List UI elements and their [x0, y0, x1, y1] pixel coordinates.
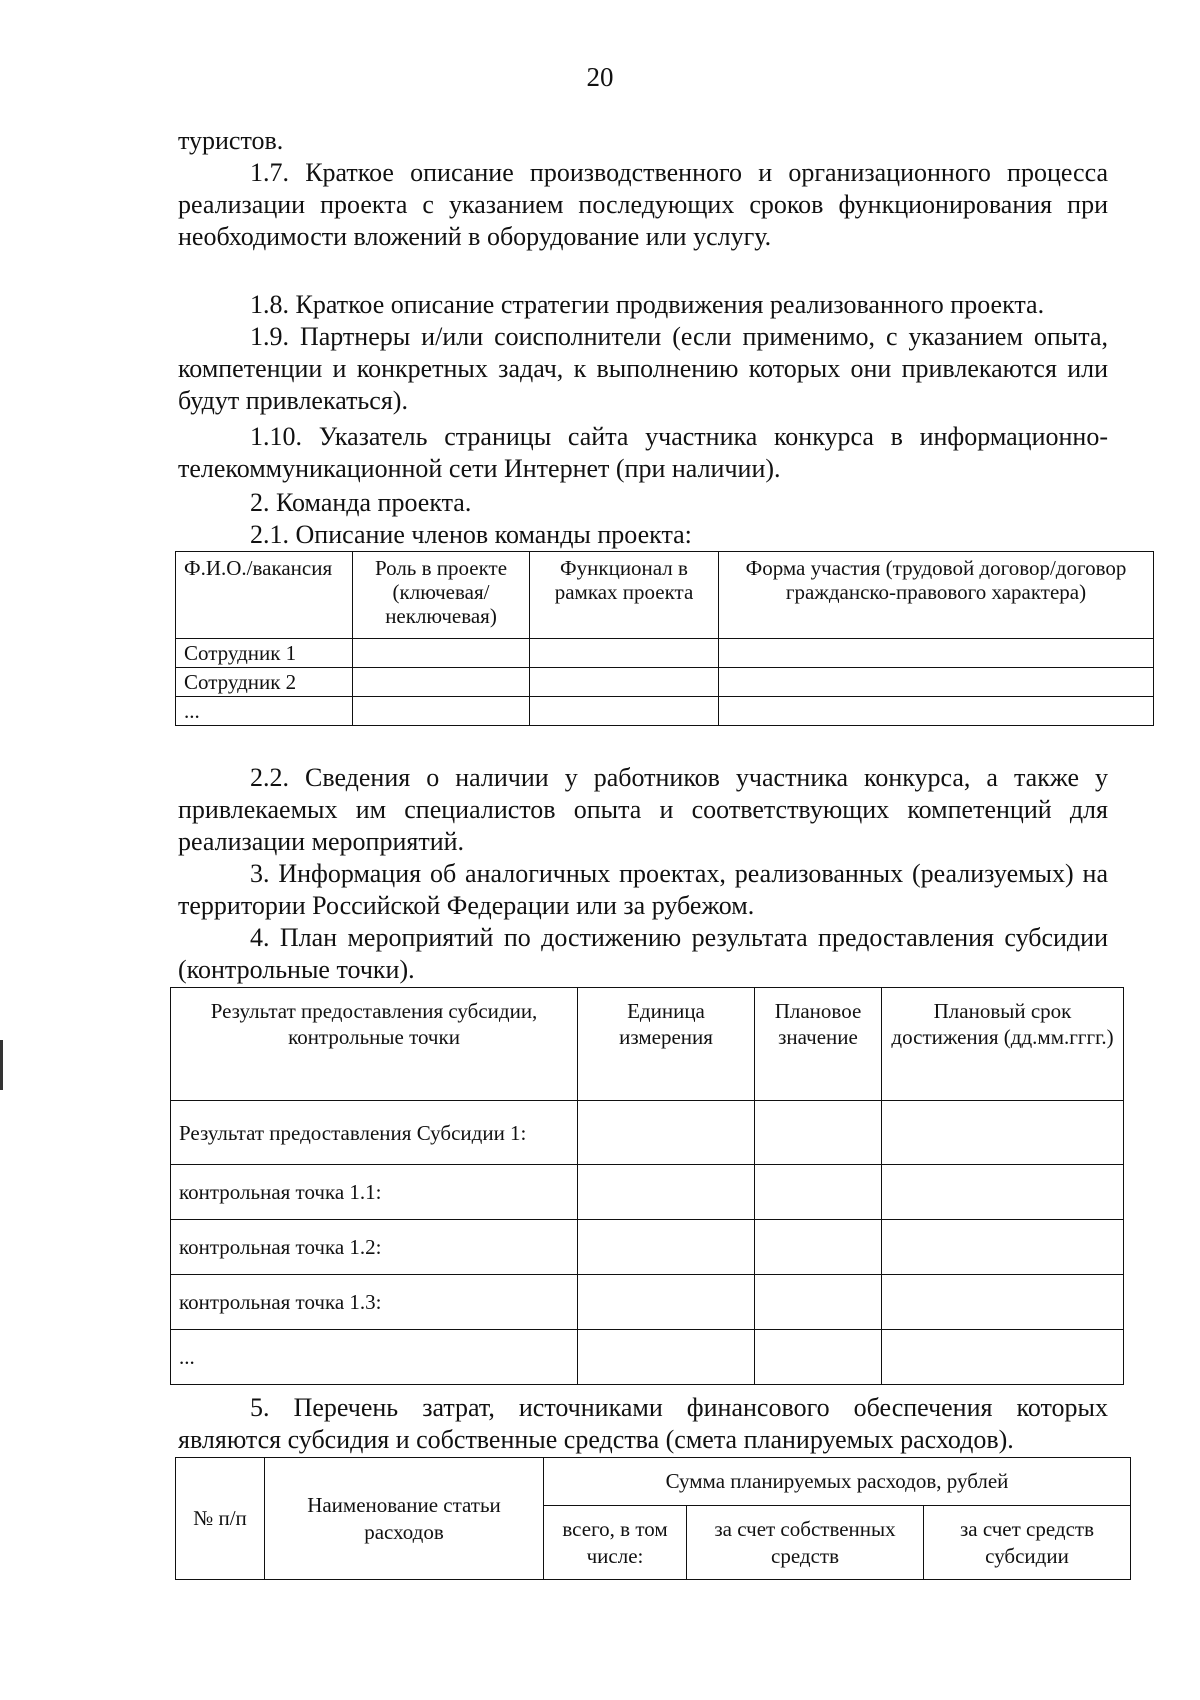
- team-col-function: Функционал в рамках проекта: [530, 552, 719, 639]
- team-col-role: Роль в проекте (ключевая/ неключевая): [353, 552, 530, 639]
- table-cell: [719, 697, 1154, 726]
- team-cell-name: Сотрудник 2: [176, 668, 353, 697]
- paragraph-1-9: 1.9. Партнеры и/или соисполнители (если применимо, с указанием опыта, компетенции и конкретных задач, к выполнению которых они привлекаются или будут привлекаться).: [178, 322, 1108, 415]
- table-row: [171, 1101, 1124, 1165]
- table-cell: [530, 668, 719, 697]
- table-cell: [578, 1165, 755, 1220]
- page-number: 20: [586, 62, 614, 92]
- table-row: [171, 1165, 1124, 1220]
- scan-artifact: [0, 1040, 3, 1090]
- table-cell: [353, 668, 530, 697]
- table-cell: [578, 1220, 755, 1275]
- budget-table: [175, 1457, 1131, 1580]
- plan-col-result: Результат предоставления субсидии, контрольные точки: [171, 988, 578, 1101]
- paragraph-1-7: 1.7. Краткое описание производственного и организационного процесса реализации проекта с указанием последующих сроков функционирования при необходимости вложений в оборудование или услугу.: [178, 158, 1108, 251]
- table-cell: [578, 1330, 755, 1385]
- team-cell-name: ...: [176, 697, 353, 726]
- paragraph-1-10: 1.10. Указатель страницы сайта участника конкурса в информационно-телекоммуникационной сети Интернет (при наличии).: [178, 422, 1108, 483]
- table-cell: [882, 1330, 1124, 1385]
- budget-col-total: всего, в том числе:: [544, 1506, 687, 1580]
- budget-col-subsidy: за счет средств субсидии: [924, 1506, 1131, 1580]
- paragraph-1-8: 1.8. Краткое описание стратегии продвижения реализованного проекта.: [250, 290, 1045, 319]
- plan-cell-result: контрольная точка 1.1:: [171, 1165, 578, 1220]
- budget-col-name: Наименование статьи расходов: [265, 1458, 544, 1580]
- paragraph-5: 5. Перечень затрат, источниками финансового обеспечения которых являются субсидия и собственные средства (смета планируемых расходов).: [178, 1393, 1108, 1454]
- table-row: [176, 697, 1154, 726]
- table-cell: [755, 1101, 882, 1165]
- paragraph-tourists: туристов.: [178, 126, 284, 155]
- table-row: [176, 639, 1154, 668]
- plan-cell-result: контрольная точка 1.3:: [171, 1275, 578, 1330]
- table-cell: [353, 697, 530, 726]
- table-cell: [882, 1220, 1124, 1275]
- table-cell: [719, 639, 1154, 668]
- paragraph-4: 4. План мероприятий по достижению результата предоставления субсидии (контрольные точки).: [178, 923, 1108, 984]
- table-row: [171, 1220, 1124, 1275]
- table-row: [176, 668, 1154, 697]
- plan-table-header: [171, 988, 1124, 1101]
- budget-col-num: № п/п: [176, 1458, 265, 1580]
- table-cell: [578, 1101, 755, 1165]
- team-table: [175, 551, 1154, 726]
- table-cell: [530, 697, 719, 726]
- paragraph-2-2: 2.2. Сведения о наличии у работников участника конкурса, а также у привлекаемых им специалистов опыта и соответствующих компетенций для реализации мероприятий.: [178, 763, 1108, 856]
- team-col-name: Ф.И.О./вакансия: [176, 552, 353, 639]
- table-row: [171, 1275, 1124, 1330]
- budget-table-header-top: [176, 1458, 1131, 1506]
- team-col-form: Форма участия (трудовой договор/договор гражданско-правового характера): [719, 552, 1154, 639]
- plan-table: [170, 987, 1124, 1385]
- plan-col-unit: Единица измерения: [578, 988, 755, 1101]
- table-cell: [353, 639, 530, 668]
- plan-col-deadline: Плановый срок достижения (дд.мм.гггг.): [882, 988, 1124, 1101]
- plan-cell-result: ...: [171, 1330, 578, 1385]
- table-row: [171, 1330, 1124, 1385]
- table-cell: [882, 1101, 1124, 1165]
- plan-col-value: Плановое значение: [755, 988, 882, 1101]
- plan-cell-result: контрольная точка 1.2:: [171, 1220, 578, 1275]
- table-cell: [755, 1220, 882, 1275]
- table-cell: [755, 1330, 882, 1385]
- plan-cell-result: Результат предоставления Субсидии 1:: [171, 1101, 578, 1165]
- paragraph-2-1: 2.1. Описание членов команды проекта:: [250, 520, 692, 549]
- budget-col-own: за счет собственных средств: [687, 1506, 924, 1580]
- paragraph-2: 2. Команда проекта.: [250, 488, 472, 517]
- team-cell-name: Сотрудник 1: [176, 639, 353, 668]
- table-cell: [755, 1275, 882, 1330]
- budget-col-sum: Сумма планируемых расходов, рублей: [544, 1458, 1131, 1506]
- table-cell: [578, 1275, 755, 1330]
- team-table-header: [176, 552, 1154, 639]
- table-cell: [755, 1165, 882, 1220]
- table-cell: [530, 639, 719, 668]
- paragraph-3: 3. Информация об аналогичных проектах, реализованных (реализуемых) на территории Российской Федерации или за рубежом.: [178, 859, 1108, 920]
- table-cell: [882, 1165, 1124, 1220]
- table-cell: [882, 1275, 1124, 1330]
- table-cell: [719, 668, 1154, 697]
